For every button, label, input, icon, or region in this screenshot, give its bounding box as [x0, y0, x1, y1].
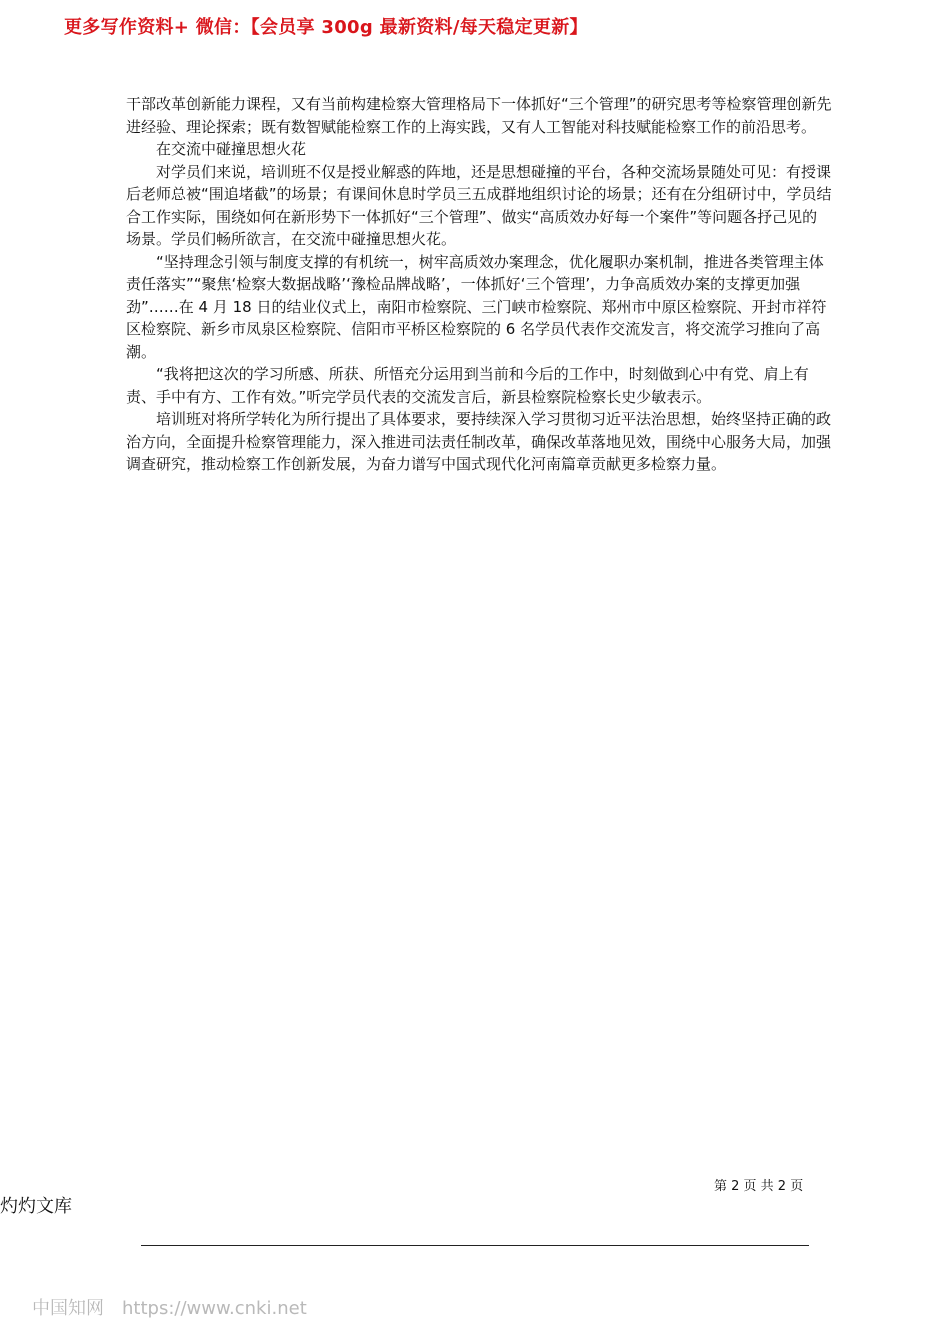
- paragraph: “坚持理念引领与制度支撑的有机统一，树牢高质效办案理念，优化履职办案机制，推进各类管理主体责任落实”“聚焦‘检察大数据战略’‘豫检品牌战略’，一体抓好‘三个管理’，力争高质效办案的支撑更加强劲”……在 4 月 18 日的结业仪式上，南阳市检察院、三门峡市检察院、郑州市中原区检察院、开封市祥符区检察院、新乡市凤泉区检察院、信阳市平桥区检察院的 6 名学员代表作交流发言，将交流学习推向了高潮。: [126, 252, 827, 361]
- paragraph: “我将把这次的学习所感、所获、所悟充分运用到当前和今后的工作中，时刻做到心中有党、肩上有责、手中有方、工作有效。”听完学员代表的交流发言后，新县检察院检察长史少敏表示。: [126, 365, 809, 406]
- page-number: 第 2 页 共 2 页: [714, 1179, 804, 1194]
- watermark-site-name: 中国知网: [32, 1298, 104, 1319]
- section-heading: 在交流中碰撞思想火花: [156, 140, 307, 158]
- article-body: [126, 93, 832, 476]
- paragraph: 培训班对将所学转化为所行提出了具体要求，要持续深入学习贯彻习近平法治思想，始终坚持正确的政治方向，全面提升检察管理能力，深入推进司法责任制改革，确保改革落地见效，围绕中心服务大局，加强调查研究，推动检察工作创新发展，为奋力谱写中国式现代化河南篇章贡献更多检察力量。: [126, 410, 832, 473]
- paragraph: 对学员们来说，培训班不仅是授业解惑的阵地，还是思想碰撞的平台，各种交流场景随处可见：有授课后老师总被“围追堵截”的场景；有课间休息时学员三五成群地组织讨论的场景；还有在分组研讨中，学员结合工作实际，围绕如何在新形势下一体抓好“三个管理”、做实“高质效办好每一个案件”等问题各抒己见的场景。学员们畅所欲言，在交流中碰撞思想火花。: [126, 162, 832, 248]
- watermark: [32, 1294, 307, 1320]
- promo-banner: 更多写作资料+ 微信：【会员享 300g 最新资料/每天稳定更新】: [64, 17, 588, 38]
- footer-divider: [141, 1245, 809, 1246]
- watermark-url: https://www.cnki.net: [122, 1298, 307, 1319]
- paragraph-continuation: 干部改革创新能力课程，又有当前构建检察大管理格局下一体抓好“三个管理”的研究思考等检察管理创新先进经验、理论探索；既有数智赋能检察工作的上海实践，又有人工智能对科技赋能检察工作的前沿思考。: [126, 95, 832, 136]
- library-name: 灼灼文库: [0, 1196, 72, 1217]
